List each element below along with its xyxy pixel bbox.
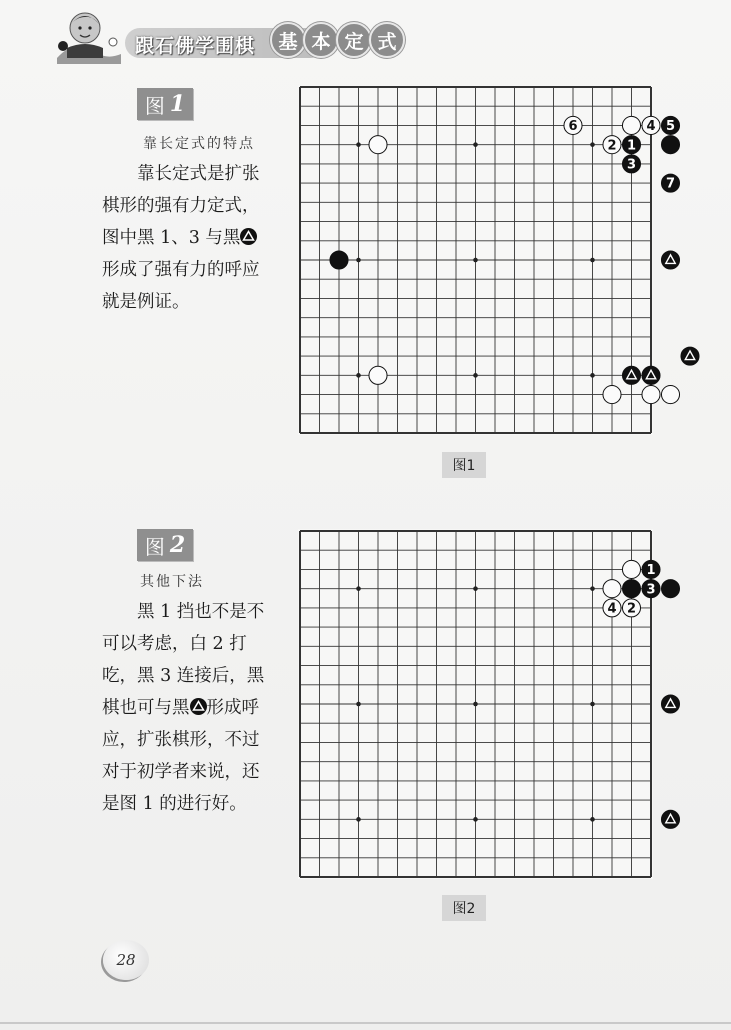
white-stone <box>622 560 640 578</box>
move-number: 6 <box>568 119 578 135</box>
move-number: 1 <box>626 138 637 154</box>
page-header <box>55 6 415 64</box>
star-point <box>590 373 595 378</box>
white-stone <box>603 386 621 404</box>
move-number: 3 <box>646 582 656 598</box>
figure1-caption-title: 靠长定式的特点 <box>143 136 255 152</box>
star-point <box>473 702 478 707</box>
white-stone <box>603 599 621 617</box>
black-stone <box>642 366 660 384</box>
star-point <box>356 702 361 707</box>
figure1-tag-prefix: 图 <box>144 93 165 118</box>
figure2-tag-number: 2 <box>169 532 186 558</box>
white-stone <box>661 386 679 404</box>
text-line: 形成了强有力的呼应 <box>102 260 260 280</box>
move-number: 2 <box>607 138 617 154</box>
move-number: 5 <box>665 119 676 135</box>
text-line: 对于初学者来说，还 <box>102 762 260 782</box>
black-stone <box>661 116 679 134</box>
move-number: 4 <box>607 601 617 617</box>
text-line: 棋形的强有力定式， <box>102 196 260 216</box>
star-point <box>590 817 595 822</box>
black-stone <box>661 580 679 598</box>
star-point <box>473 586 478 591</box>
go-board-figure1 <box>298 85 676 435</box>
black-triangle-stone-icon <box>190 698 207 715</box>
section-char: 本 <box>303 22 339 58</box>
black-stone <box>622 155 640 173</box>
black-stone <box>330 251 348 269</box>
section-title <box>273 22 405 58</box>
text-span: 图中黑 1、3 与黑 <box>102 228 241 248</box>
star-point <box>473 258 478 263</box>
page-number-badge <box>103 940 149 980</box>
figure1-tag <box>137 88 193 120</box>
star-point <box>590 142 595 147</box>
text-line: 就是例证。 <box>102 292 190 312</box>
figure2-tag <box>137 529 193 561</box>
move-number: 4 <box>646 119 656 135</box>
author-portrait-icon <box>55 8 125 64</box>
section-char: 定 <box>336 22 372 58</box>
move-number: 3 <box>626 157 637 173</box>
star-point <box>590 258 595 263</box>
black-stone <box>642 560 660 578</box>
go-board-figure2 <box>298 529 656 879</box>
text-line: 是图 1 的进行好。 <box>102 794 247 814</box>
text-span: 形成呼 <box>206 698 259 718</box>
page-number: 28 <box>116 951 136 969</box>
text-line: 可以考虑，白 2 打 <box>102 634 247 654</box>
figure2-paragraph <box>102 596 297 820</box>
black-stone <box>661 695 679 713</box>
star-point <box>590 586 595 591</box>
figure1-paragraph <box>102 158 282 318</box>
star-point <box>356 586 361 591</box>
white-stone <box>642 116 660 134</box>
white-stone <box>603 580 621 598</box>
star-point <box>356 142 361 147</box>
star-point <box>356 817 361 822</box>
black-stone <box>661 136 679 154</box>
star-point <box>356 373 361 378</box>
text-line <box>102 692 297 724</box>
move-number: 1 <box>646 563 656 579</box>
black-stone <box>681 347 699 365</box>
figure2-board-caption: 图2 <box>442 895 486 921</box>
star-point <box>473 817 478 822</box>
section-char: 式 <box>369 22 405 58</box>
figure1-tag-number: 1 <box>169 91 186 117</box>
white-stone <box>369 366 387 384</box>
white-stone <box>622 599 640 617</box>
figure2-caption-title: 其他下法 <box>140 574 204 590</box>
star-point <box>473 142 478 147</box>
white-stone <box>369 136 387 154</box>
white-stone <box>564 116 582 134</box>
black-stone <box>622 366 640 384</box>
black-stone <box>661 251 679 269</box>
text-line: 靠长定式是扩张 <box>102 164 260 184</box>
series-title: 跟石佛学围棋 <box>135 35 256 57</box>
black-stone <box>622 580 640 598</box>
text-line: 黑 1 挡也不是不 <box>102 602 265 622</box>
text-line: 吃，黑 3 连接后，黑 <box>102 666 265 686</box>
figure2-tag-prefix: 图 <box>144 534 165 559</box>
star-point <box>473 373 478 378</box>
divider <box>0 1022 731 1024</box>
move-number: 7 <box>665 176 676 192</box>
white-stone <box>603 136 621 154</box>
white-stone <box>642 386 660 404</box>
white-stone <box>622 116 640 134</box>
section-char: 基 <box>270 22 306 58</box>
black-stone <box>661 174 679 192</box>
star-point <box>590 702 595 707</box>
black-stone <box>642 580 660 598</box>
star-point <box>356 258 361 263</box>
black-triangle-stone-icon <box>240 228 257 245</box>
text-line <box>102 222 282 254</box>
black-stone <box>661 810 679 828</box>
text-line: 应，扩张棋形，不过 <box>102 730 260 750</box>
figure1-board-caption: 图1 <box>442 452 486 478</box>
text-span: 棋也可与黑 <box>102 698 190 718</box>
black-stone <box>622 136 640 154</box>
move-number: 2 <box>626 601 637 617</box>
